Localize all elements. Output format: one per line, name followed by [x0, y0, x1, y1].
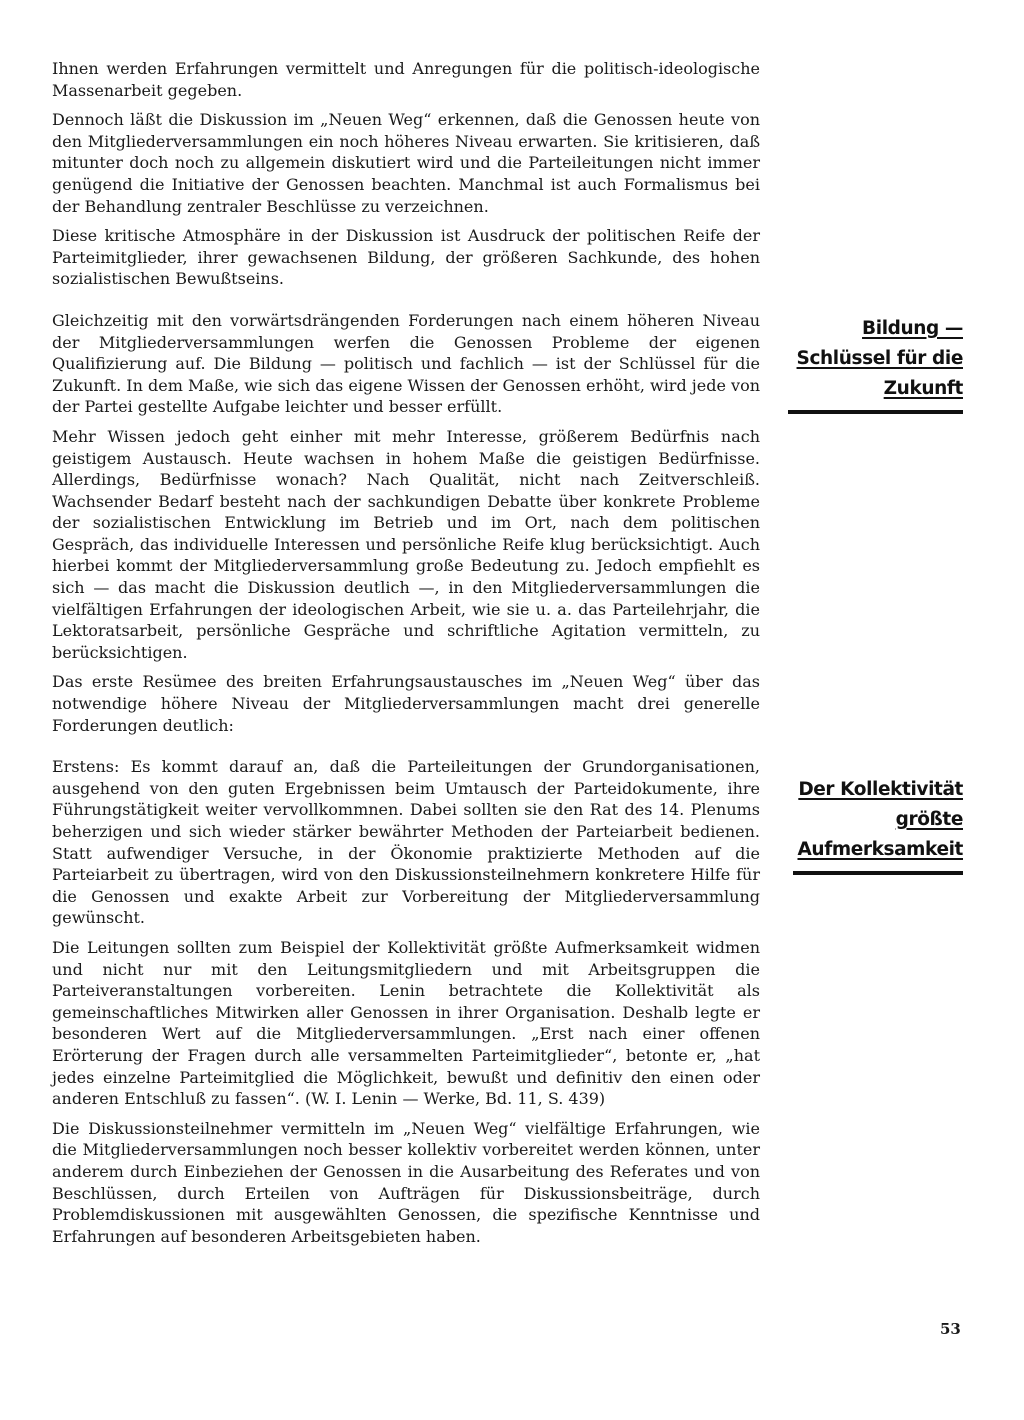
- side-heading-rule: [793, 871, 963, 875]
- side-heading-line: Bildung —: [862, 318, 963, 339]
- paragraph: Die Leitungen sollten zum Beispiel der Kollektivität größte Aufmerksamkeit widmen und nicht nur mit den Leitungsmitgliedern und mit Arbeitsgruppen die Parteiveranstaltungen vorbereiten. Lenin betrachtete die Kollektivität als gemeinschaftliches Mitwirken aller Genossen in ihrer Organisation. Deshalb legte er besonderen Wert auf die Mitgliederversammlungen. „Erst nach einer offenen Erörterung der Fragen durch alle versammelten Parteimitglieder“, betonte er, „hat jedes einzelne Parteimitglied die Möglichkeit, bewußt und definitiv den einen oder anderen Entschluß zu fassen“. (W. I. Lenin — Werke, Bd. 11, S. 439): [52, 937, 760, 1109]
- page-number: 53: [940, 1320, 961, 1338]
- paragraph: Erstens: Es kommt darauf an, daß die Parteileitungen der Grundorganisationen, ausgehend von den guten Ergebnissen beim Umtausch der Parteidokumente, ihre Führungstätigkeit weiter vervollkommnen. Dabei sollten sie den Rat des 14. Plenums beherzigen und sich wieder stärker bewährter Methoden der Parteiarbeit bedienen. Statt aufwendiger Versuche, in der Ökonomie praktizierte Methoden auf die Parteiarbeit zu übertragen, wird von den Diskussionsteilnehmern konkretere Hilfe für die Genossen und exakte Arbeit zur Vorbereitung der Mitgliederversammlung gewünscht.: [52, 757, 760, 928]
- side-heading-line: größte: [895, 809, 963, 830]
- side-heading: [788, 314, 963, 414]
- paragraph: Die Diskussionsteilnehmer vermitteln im „Neuen Weg“ vielfältige Erfahrungen, wie die Mitgliederversammlungen noch besser kollektiv vorbereitet werden können, unter anderem durch Einbeziehen der Genossen in die Ausarbeitung des Referates und von Beschlüssen, durch Erteilen von Aufträgen für Diskussionsbeiträge, durch Problemdiskussionen mit ausgewählten Genossen, die spezifische Kenntnisse und Erfahrungen auf besonderen Arbeitsgebieten haben.: [52, 1118, 760, 1246]
- paragraph: Das erste Resümee des breiten Erfahrungsaustausches im „Neuen Weg“ über das notwendige höhere Niveau der Mitgliederversammlungen macht drei generelle Forderungen deutlich:: [52, 672, 760, 735]
- paragraph: Mehr Wissen jedoch geht einher mit mehr Interesse, größerem Bedürfnis nach geistigem Austausch. Heute wachsen in hohem Maße die geistigen Bedürfnisse. Allerdings, Bedürfnisse wonach? Nach Qualität, nicht nach Zeitverschleiß. Wachsender Bedarf besteht nach der sachkundigen Debatte über konkrete Probleme der sozialistischen Entwicklung im Betrieb und im Ort, nach dem politischen Gespräch, das individuelle Interessen und persönliche Reife klug berücksichtigt. Auch hierbei kommt der Mitgliederversammlung große Bedeutung zu. Jedoch empfiehlt es sich — das macht die Diskussion deutlich —, in den Mitgliederversammlungen die vielfältigen Erfahrungen der ideologischen Arbeit, wie sie u. a. das Parteilehrjahr, die Lektoratsarbeit, persönliche Gespräche und schriftliche Agitation vermitteln, zu berücksichtigen.: [52, 426, 760, 662]
- paragraph: Gleichzeitig mit den vorwärtsdrängenden Forderungen nach einem höheren Niveau der Mitgliederversammlungen werfen die Genossen Probleme der eigenen Qualifizierung auf. Die Bildung — politisch und fachlich — ist der Schlüssel für die Zukunft. In dem Maße, wie sich das eigene Wissen der Genossen erhöht, wird jede von der Partei gestellte Aufgabe leichter und besser erfüllt.: [52, 310, 760, 417]
- side-heading-rule: [788, 410, 963, 414]
- side-heading-line: Zukunft: [883, 378, 963, 399]
- main-text-column: [52, 58, 760, 1247]
- side-heading-line: Der Kollektivität: [798, 779, 963, 800]
- side-heading: [793, 775, 963, 875]
- paragraph: Dennoch läßt die Diskussion im „Neuen Weg“ erkennen, daß die Genossen heute von den Mitgliederversammlungen ein noch höheres Niveau erwarten. Sie kritisieren, daß mitunter doch noch zu allgemein diskutiert wird und die Parteileitungen nicht immer genügend die Initiative der Genossen beachten. Manchmal ist auch Formalismus bei der Behandlung zentraler Beschlüsse zu verzeichnen.: [52, 110, 760, 216]
- side-heading-line: Schlüssel für die: [796, 348, 963, 369]
- paragraph: Ihnen werden Erfahrungen vermittelt und Anregungen für die politisch-ideologische Massenarbeit gegeben.: [52, 59, 760, 100]
- side-heading-line: Aufmerksamkeit: [797, 839, 963, 860]
- paragraph: Diese kritische Atmosphäre in der Diskussion ist Ausdruck der politischen Reife der Parteimitglieder, ihrer gewachsenen Bildung, der größeren Sachkunde, des hohen sozialistischen Bewußtseins.: [52, 226, 760, 289]
